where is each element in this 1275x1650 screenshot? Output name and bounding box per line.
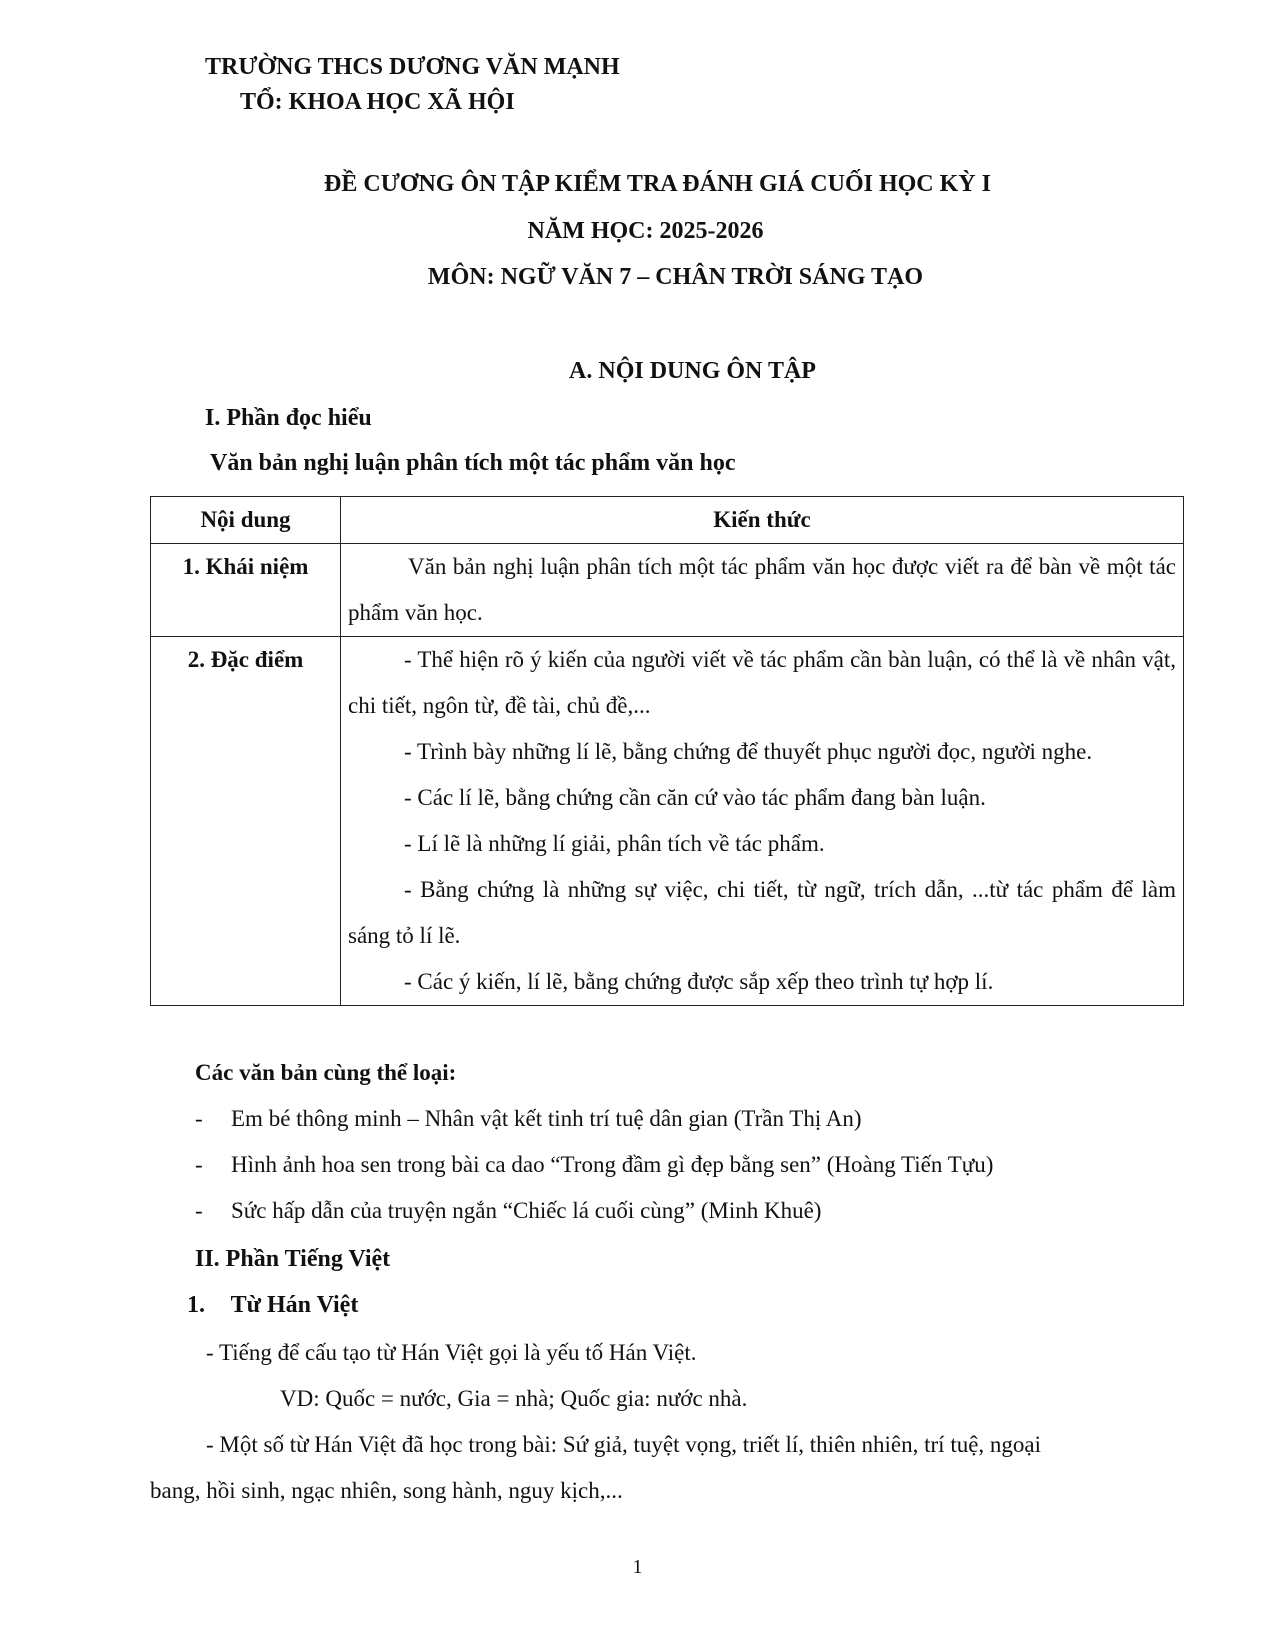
row-paragraph: - Thể hiện rõ ý kiến của người viết về tác phẩm cần bàn luận, có thể là về nhân vật, chi tiết, ngôn từ, đề tài, chủ đề,... — [348, 647, 1176, 718]
subsection-title: Từ Hán Việt — [230, 1292, 359, 1318]
row-paragraph: - Các ý kiến, lí lẽ, bằng chứng được sắp xếp theo trình tự hợp lí. — [404, 969, 994, 994]
example-line: VD: Quốc = nước, Gia = nhà; Quốc gia: nước nhà. — [280, 1386, 748, 1411]
row-paragraph: - Lí lẽ là những lí giải, phân tích về tác phẩm. — [404, 831, 825, 856]
row-paragraph: - Bằng chứng là những sự việc, chi tiết, từ ngữ, trích dẫn, ...từ tác phẩm để làm sáng tỏ lí lẽ. — [348, 877, 1176, 948]
part1-heading: I. Phần đọc hiểu — [205, 405, 372, 431]
section-a-heading: A. NỘI DUNG ÔN TẬP — [569, 358, 816, 384]
body-paragraph: - Một số từ Hán Việt đã học trong bài: Sứ giả, tuyệt vọng, triết lí, thiên nhiên, trí tuệ, ngoại — [206, 1432, 1042, 1457]
table-row — [151, 544, 1184, 637]
page-number: 1 — [632, 1556, 643, 1578]
body-paragraph: - Tiếng để cấu tạo từ Hán Việt gọi là yếu tố Hán Việt. — [206, 1340, 697, 1365]
table-row — [151, 637, 1184, 1006]
list-item: Hình ảnh hoa sen trong bài ca dao “Trong đầm gì đẹp bằng sen” (Hoàng Tiến Tựu) — [231, 1152, 994, 1177]
subsection-heading — [187, 1292, 358, 1319]
table-header-content: Nội dung — [151, 497, 341, 544]
table-header-row — [151, 497, 1184, 544]
doc-title: ĐỀ CƯƠNG ÔN TẬP KIỂM TRA ĐÁNH GIÁ CUỐI HỌC KỲ I — [324, 171, 991, 197]
part1-subheading: Văn bản nghị luận phân tích một tác phẩm văn học — [210, 450, 736, 476]
subject-title: MÔN: NGỮ VĂN 7 – CHÂN TRỜI SÁNG TẠO — [427, 264, 924, 290]
row-paragraph: - Trình bày những lí lẽ, bằng chứng để thuyết phục người đọc, người nghe. — [404, 739, 1093, 764]
bullet-dash: - — [195, 1106, 203, 1131]
row-label: 1. Khái niệm — [151, 544, 341, 637]
part2-heading: II. Phần Tiếng Việt — [195, 1246, 391, 1272]
row-content — [341, 544, 1184, 637]
row-paragraph: Văn bản nghị luận phân tích một tác phẩm văn học được viết ra để bàn về một tác phẩm văn học. — [348, 554, 1176, 625]
department-name: TỔ: KHOA HỌC XÃ HỘI — [240, 89, 515, 115]
row-content — [341, 637, 1184, 1006]
school-name: TRƯỜNG THCS DƯƠNG VĂN MẠNH — [205, 54, 620, 80]
subsection-number: 1. — [187, 1292, 205, 1318]
school-year: NĂM HỌC: 2025-2026 — [527, 218, 764, 244]
table-header-knowledge: Kiến thức — [341, 497, 1184, 544]
list-item: Sức hấp dẫn của truyện ngắn “Chiếc lá cuối cùng” (Minh Khuê) — [231, 1198, 822, 1223]
body-paragraph-continued: bang, hồi sinh, ngạc nhiên, song hành, nguy kịch,... — [150, 1478, 623, 1503]
row-paragraph: - Các lí lẽ, bằng chứng cần căn cứ vào tác phẩm đang bàn luận. — [404, 785, 986, 810]
genre-heading: Các văn bản cùng thể loại: — [195, 1060, 457, 1085]
bullet-dash: - — [195, 1152, 203, 1177]
bullet-dash: - — [195, 1198, 203, 1223]
knowledge-table — [150, 496, 1184, 1006]
list-item: Em bé thông minh – Nhân vật kết tinh trí tuệ dân gian (Trần Thị An) — [231, 1106, 862, 1131]
row-label: 2. Đặc điểm — [151, 637, 341, 1006]
